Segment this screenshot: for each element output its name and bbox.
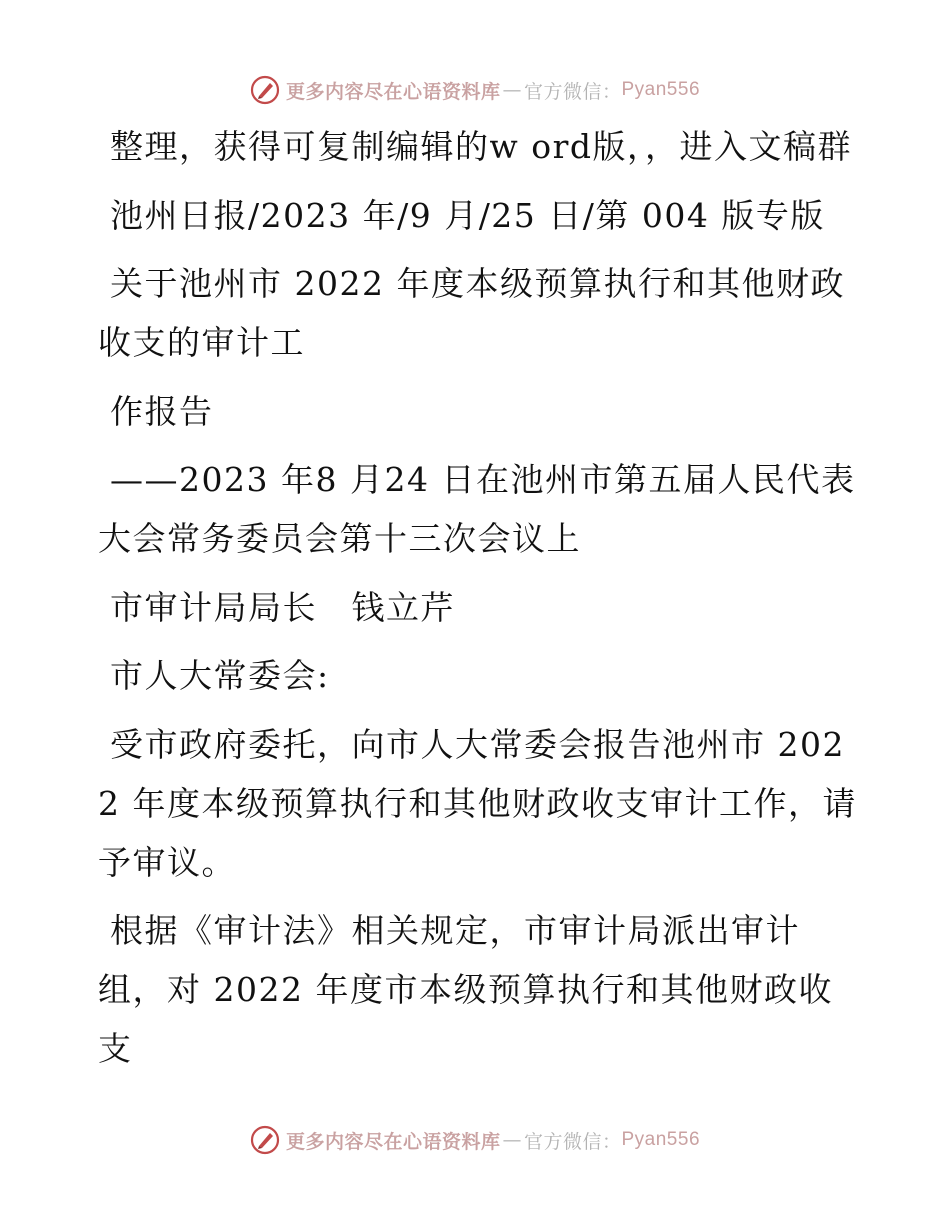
watermark-wechat-label: 官方微信：: [523, 1130, 622, 1153]
paragraph-text: 受市政府委托，向市人大常委会报告池州市 2022 年度本级预算执行和其他财政收支审计工作，请予审议。: [98, 724, 857, 882]
watermark-text: 更多内容尽在心语资料库: [285, 80, 501, 103]
paragraph-text: 池州日报/2023 年/9 月/25 日/第 004 版专版: [110, 195, 825, 235]
paragraph-author: [98, 578, 858, 637]
paragraph-text: 市人大常委会:: [110, 656, 330, 695]
watermark-wechat-id: Pyan556: [621, 79, 701, 100]
watermark-wechat-label: 官方微信：: [523, 80, 622, 103]
paragraph-text: 关于池州市 2022 年度本级预算执行和其他财政收支的审计工: [98, 264, 845, 362]
paragraph-intro: [98, 117, 858, 176]
watermark-dash: —: [502, 79, 522, 101]
paragraph-text: ——2023 年8 月24 日在池州市第五届人民代表大会常务委员会第十三次会议上: [98, 460, 856, 558]
paragraph-body-2: [98, 901, 858, 1078]
footer-watermark: [0, 1120, 950, 1160]
document-body: [98, 117, 858, 1088]
paragraph-text: 根据《审计法》相关规定，市审计局派出审计组，对 2022 年度市本级预算执行和其他财政收支: [98, 911, 833, 1068]
watermark-dash: —: [502, 1129, 522, 1151]
paragraph-title: [98, 254, 858, 372]
pen-circle-logo-icon: [250, 1125, 280, 1155]
paragraph-text: 整理，获得可复制编辑的w ord版，，进入文稿群: [110, 127, 853, 166]
watermark-text: 更多内容尽在心语资料库: [285, 1130, 501, 1153]
paragraph-text: 市审计局局长 钱立芹: [110, 587, 455, 627]
paragraph-title-cont: [98, 382, 858, 441]
paragraph-salutation: [98, 646, 858, 705]
paragraph-text: 作报告: [110, 391, 214, 431]
paragraph-body-1: [98, 715, 858, 892]
paragraph-source: [98, 186, 858, 245]
watermark-wechat-id: Pyan556: [621, 1129, 701, 1150]
header-watermark: [0, 70, 950, 110]
paragraph-subtitle: [98, 450, 858, 568]
pen-circle-logo-icon: [250, 75, 280, 105]
